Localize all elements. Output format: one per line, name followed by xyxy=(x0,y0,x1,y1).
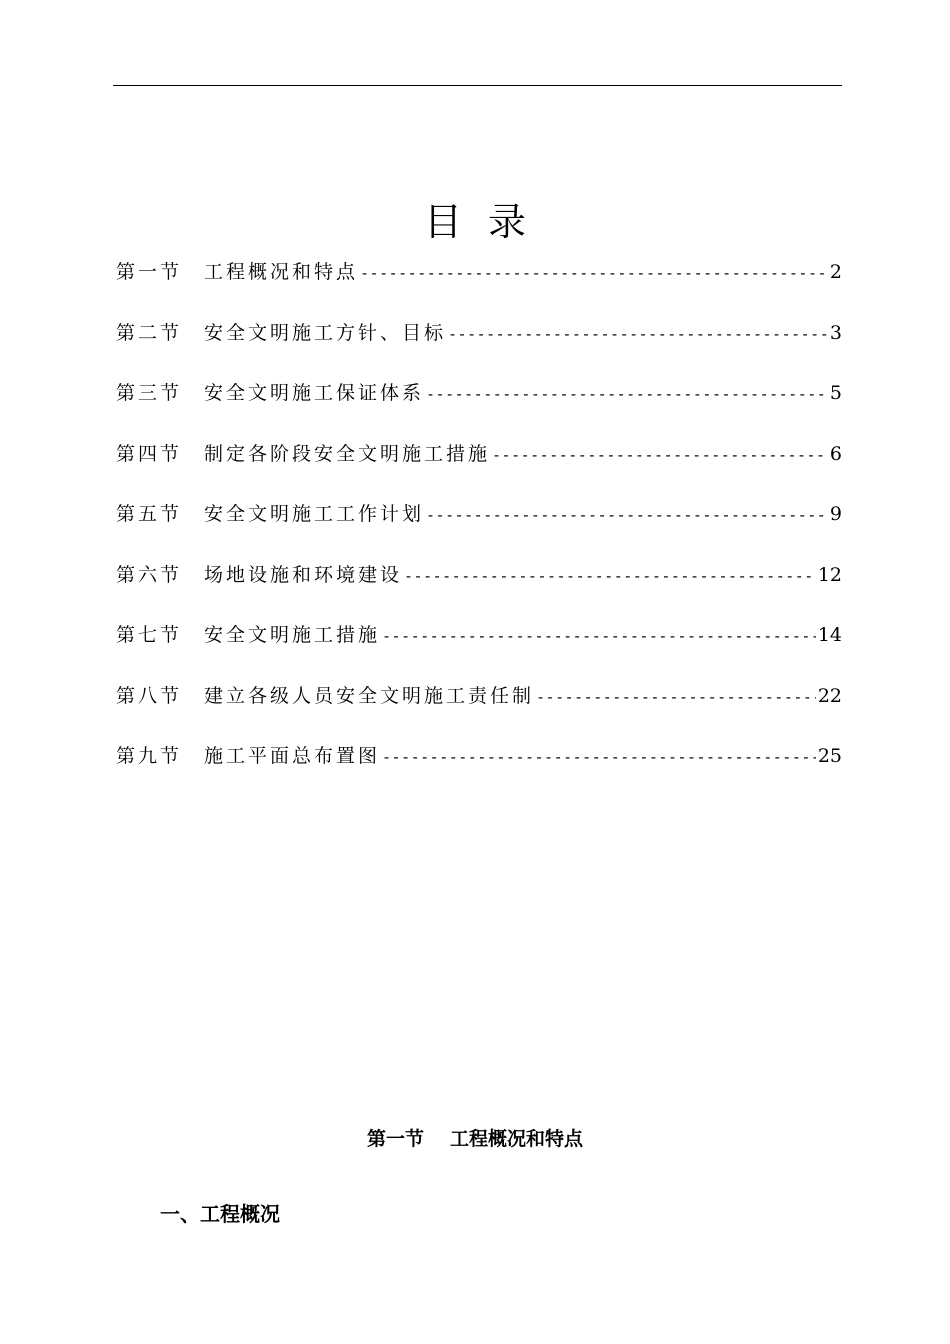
toc-entry-section: 第二节 xyxy=(116,321,183,344)
toc-entry-title: 建立各级人员安全文明施工责任制 xyxy=(204,684,535,707)
toc-entry[interactable] xyxy=(116,252,842,313)
section-heading xyxy=(0,1124,950,1154)
toc-entry[interactable] xyxy=(116,434,842,495)
toc-entry-page: 25 xyxy=(817,745,842,767)
toc-entry[interactable] xyxy=(116,736,842,797)
toc-title: 目录 xyxy=(423,200,552,244)
subsection-heading: 一、工程概况 xyxy=(160,1202,280,1226)
toc-dot-leader xyxy=(426,374,828,414)
toc-entry-section: 第五节 xyxy=(116,503,183,525)
toc-entry[interactable] xyxy=(116,615,842,676)
toc-entry[interactable] xyxy=(116,313,842,374)
toc-list xyxy=(116,252,842,797)
toc-entry-title: 安全文明施工方针、目标 xyxy=(204,321,447,344)
toc-dot-leader xyxy=(492,435,828,475)
toc-entry-section: 第七节 xyxy=(116,624,183,646)
toc-entry-page: 9 xyxy=(829,503,842,525)
toc-entry[interactable] xyxy=(116,373,842,434)
toc-entry-section: 第一节 xyxy=(116,261,183,283)
toc-entry-title: 场地设施和环境建设 xyxy=(204,563,403,586)
toc-entry-section: 第六节 xyxy=(116,563,183,586)
toc-entry-section: 第四节 xyxy=(116,442,183,465)
toc-entry-page: 22 xyxy=(817,684,842,707)
toc-entry-page: 5 xyxy=(829,382,842,404)
toc-entry[interactable] xyxy=(116,494,842,555)
toc-entry[interactable] xyxy=(116,555,842,616)
toc-dot-leader xyxy=(360,253,828,293)
toc-entry-page: 12 xyxy=(817,563,842,586)
toc-entry-title: 施工平面总布置图 xyxy=(204,745,381,767)
toc-entry-page: 6 xyxy=(829,442,842,465)
toc-entry-title: 安全文明施工保证体系 xyxy=(204,382,425,404)
toc-dot-leader xyxy=(382,616,816,656)
toc-entry-title: 安全文明施工工作计划 xyxy=(204,503,425,525)
toc-entry-title: 安全文明施工措施 xyxy=(204,624,381,646)
section-heading-title: 工程概况和特点 xyxy=(450,1128,584,1150)
toc-dot-leader xyxy=(426,495,828,535)
toc-entry-section: 第三节 xyxy=(116,382,183,404)
toc-entry-title: 工程概况和特点 xyxy=(204,261,359,283)
section-heading-label: 第一节 xyxy=(366,1128,424,1150)
toc-entry-title: 制定各阶段安全文明施工措施 xyxy=(204,442,491,465)
toc-entry-section: 第八节 xyxy=(116,684,183,707)
toc-entry-page: 3 xyxy=(829,321,842,344)
toc-dot-leader xyxy=(404,556,816,596)
toc-dot-leader xyxy=(448,314,828,354)
toc-dot-leader xyxy=(382,737,816,777)
toc-entry[interactable] xyxy=(116,676,842,737)
toc-entry-page: 2 xyxy=(829,261,842,283)
header-rule xyxy=(113,85,842,86)
toc-dot-leader xyxy=(536,677,816,717)
toc-entry-section: 第九节 xyxy=(116,745,183,767)
toc-entry-page: 14 xyxy=(817,624,842,646)
